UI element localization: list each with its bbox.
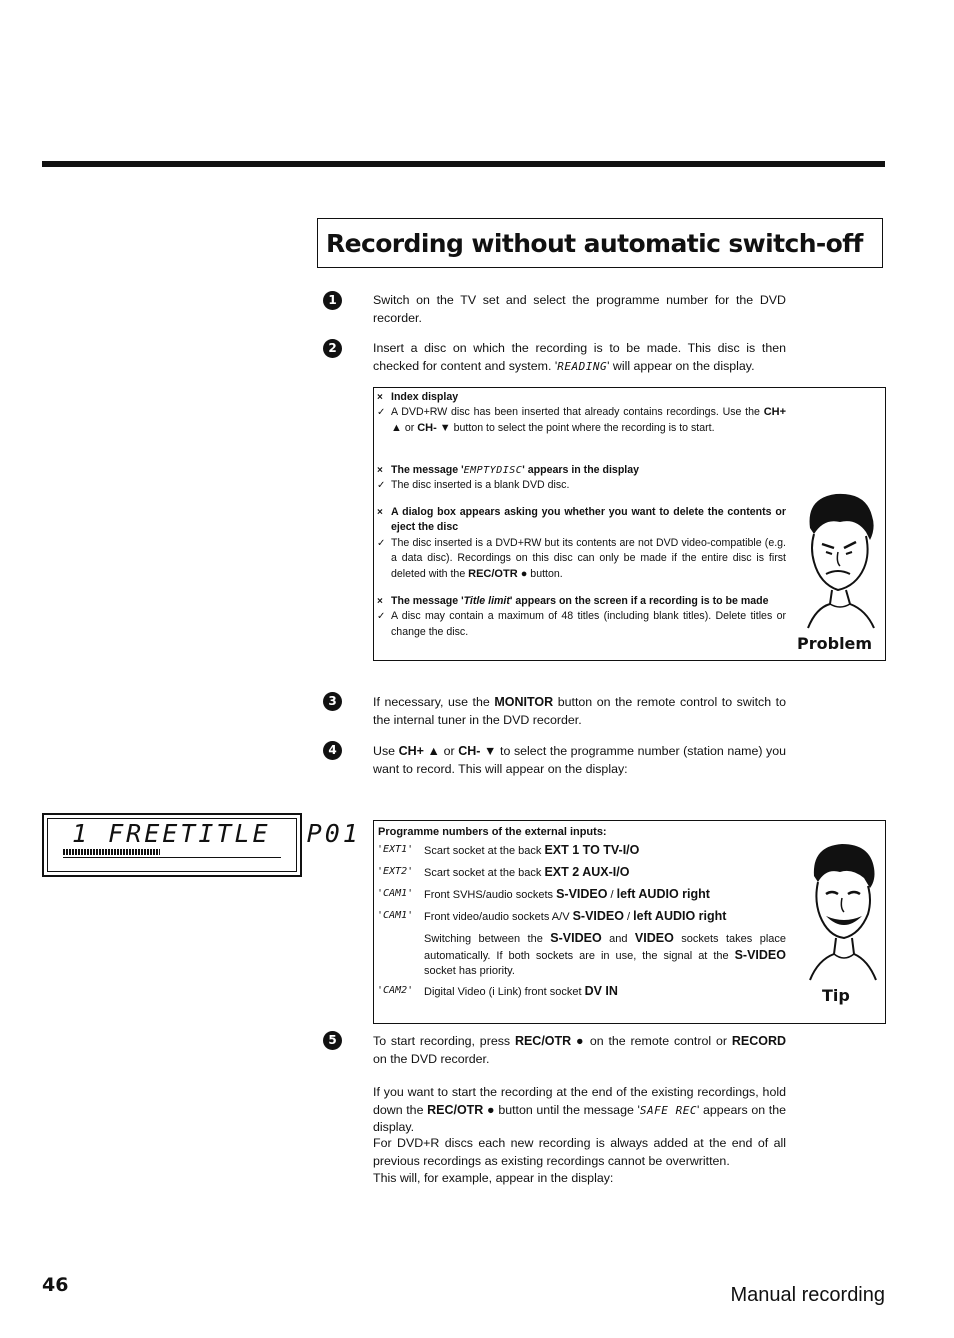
step-1-marker: 1 xyxy=(323,291,342,310)
example-paragraph: This will, for example, appear in the display: xyxy=(373,1171,614,1185)
step-3-marker: 3 xyxy=(323,692,342,711)
check-mark-icon: ✓ xyxy=(377,407,386,419)
x-mark-icon: × xyxy=(377,507,383,518)
problem-caption: Problem xyxy=(797,634,873,653)
tip-row-4-label: 'CAM1' xyxy=(377,910,414,921)
problem-3: × A dialog box appears asking you whether you want to delete the contents or eject the disc ✓ The disc inserted is a DVD+RW but its contents are not DVD video-compatible (e.g. a data disc). Recordings on this disc can only be made if the entire disc is first deleted with the REC/OTR ● button. xyxy=(377,506,786,580)
lcd-display-text: 1 FREETITLE P01 xyxy=(72,819,361,848)
tip-cartoon-icon xyxy=(798,838,882,984)
lcd-reading: READING xyxy=(557,359,608,373)
check-mark-icon: ✓ xyxy=(377,611,386,623)
step-4-text: Use CH+ ▲ or CH- ▼ to select the programme number (station name) you want to record. This will appear on the display: xyxy=(373,744,787,776)
tip-heading: Programme numbers of the external inputs: xyxy=(378,826,607,838)
step-5-marker: 5 xyxy=(323,1031,342,1050)
problem-4: × The message 'Title limit' appears on the screen if a recording is to be made ✓ A disc may contain a maximum of 48 titles (including blank titles). Delete titles or change the disc. xyxy=(377,595,786,638)
tip-caption: Tip xyxy=(822,986,850,1005)
problem-2: × The message 'EMPTYDISC' appears in the display ✓ The disc inserted is a blank DVD disc. xyxy=(391,463,786,494)
page-number: 46 xyxy=(42,1274,69,1296)
tip-row-1-label: 'EXT1' xyxy=(377,844,414,855)
x-mark-icon: × xyxy=(377,392,383,403)
page-title: Recording without automatic switch-off xyxy=(326,229,863,258)
top-rule xyxy=(42,161,885,167)
section-title-box xyxy=(317,218,883,268)
problem-cartoon-icon xyxy=(796,488,882,634)
check-mark-icon: ✓ xyxy=(377,480,386,492)
tip-row-5-label: 'CAM2' xyxy=(377,985,414,996)
step-3-text: If necessary, use the MONITOR button on the remote control to switch to the internal tuner in the DVD recorder. xyxy=(373,695,786,727)
section-name: Manual recording xyxy=(730,1284,885,1306)
safe-rec-paragraph: If you want to start the recording at the end of the existing recordings, hold down the REC/OTR ● button until the message 'SAFE REC' appears on the display. xyxy=(373,1085,786,1134)
tip-row-2-desc: Scart socket at the back EXT 2 AUX-I/O xyxy=(424,865,630,879)
step-1-text: Switch on the TV set and select the programme number for the DVD recorder. xyxy=(373,293,786,325)
step-2-text: Insert a disc on which the recording is to be made. This disc is then checked for content and system. 'READING' will appear on the display. xyxy=(373,341,786,373)
lcd-baseline xyxy=(63,857,281,858)
tip-row-5-desc: Digital Video (i Link) front socket DV IN xyxy=(424,984,618,998)
lcd-level-bar xyxy=(63,849,160,855)
step-5-text: To start recording, press REC/OTR ● on the remote control or RECORD on the DVD recorder. xyxy=(373,1034,786,1066)
tip-note: Switching between the S-VIDEO and VIDEO sockets takes place automatically. If both sockets are in use, the signal at the S-VIDEO socket has priority. xyxy=(424,931,786,977)
lcd-display-frame xyxy=(42,813,361,877)
step-2-marker: 2 xyxy=(323,339,342,358)
problem-1: × Index display ✓ A DVD+RW disc has been inserted that already contains recordings. Use the CH+ ▲ or CH- ▼ button to select the point where the recording is to start. xyxy=(377,391,786,434)
tip-row-3-desc: Front SVHS/audio sockets S-VIDEO / left AUDIO right xyxy=(424,887,710,901)
step-4-marker: 4 xyxy=(323,741,342,760)
tip-row-1-desc: Scart socket at the back EXT 1 TO TV-I/O xyxy=(424,843,640,857)
x-mark-icon: × xyxy=(377,465,383,476)
check-mark-icon: ✓ xyxy=(377,537,386,549)
tip-row-2-label: 'EXT2' xyxy=(377,866,414,877)
tip-row-4-desc: Front video/audio sockets A/V S-VIDEO / left AUDIO right xyxy=(424,909,727,923)
tip-row-3-label: 'CAM1' xyxy=(377,888,414,899)
x-mark-icon: × xyxy=(377,596,383,607)
dvdr-paragraph: For DVD+R discs each new recording is always added at the end of all previous recordings as existing recordings cannot be overwritten. xyxy=(373,1136,786,1168)
lcd-safe-rec: SAFE REC xyxy=(639,1103,697,1117)
